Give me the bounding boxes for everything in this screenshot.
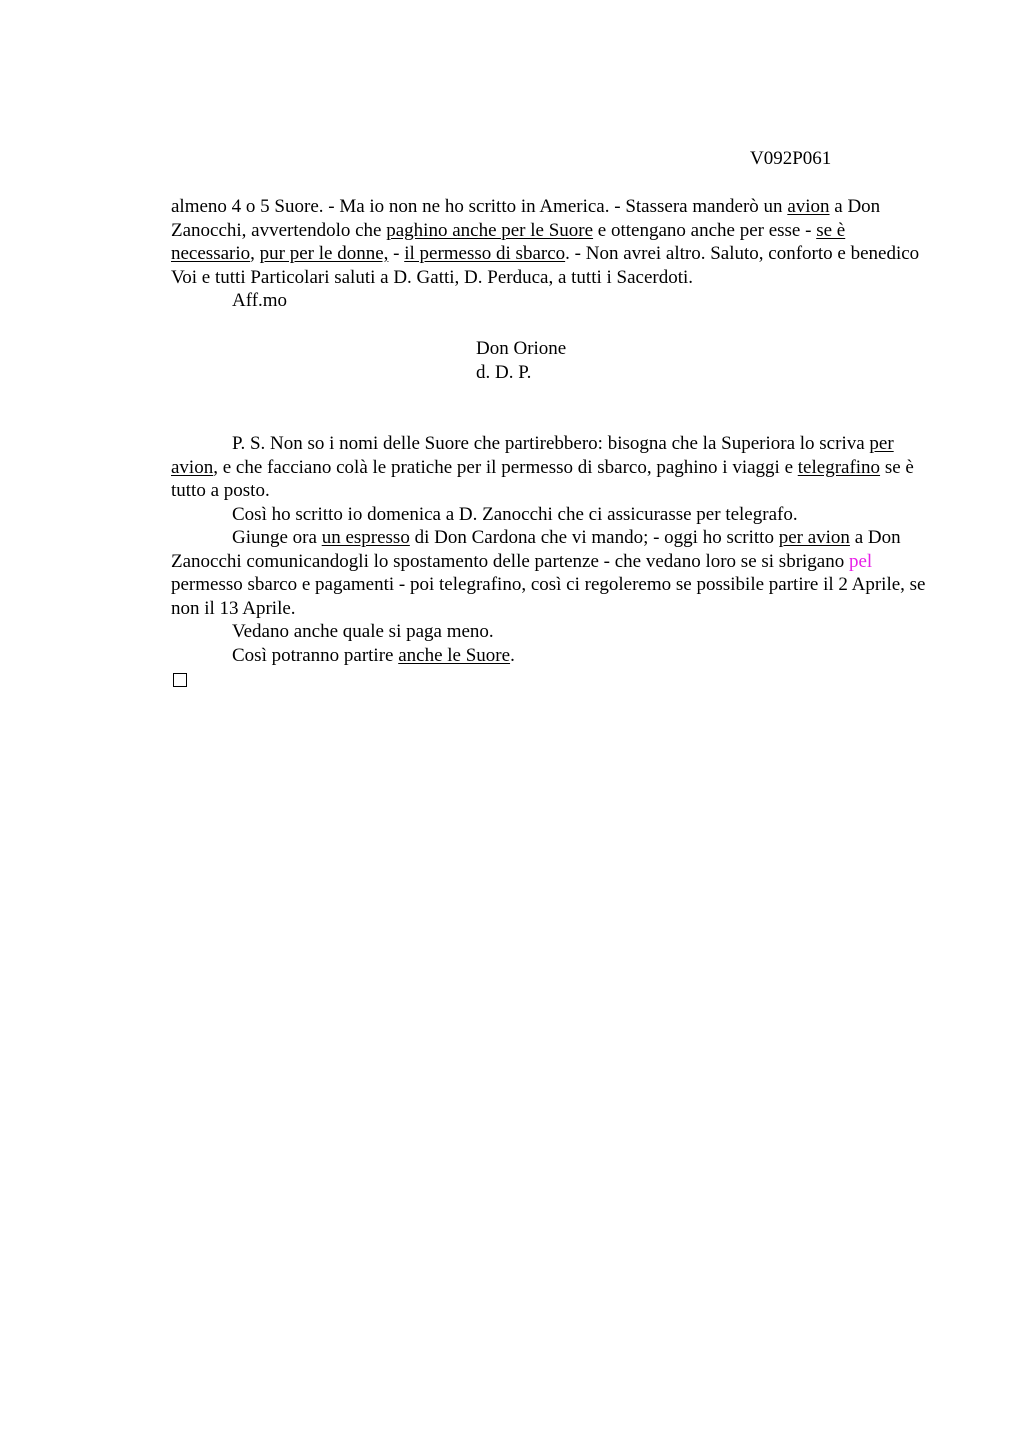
signature-name: Don Orione bbox=[476, 338, 567, 359]
letter-body bbox=[171, 195, 931, 313]
postscript-paragraph: P. S. Non so i nomi delle Suore che partirebbero: bisogna che la Superiora lo scriva per avion, e che facciano colà le pratiche per il permesso di sbarco, paghino i viaggi e telegrafino se è tutto a posto. bbox=[171, 433, 914, 501]
underlined-text: pur per le donne, bbox=[259, 243, 389, 264]
end-marker-box-icon bbox=[173, 673, 187, 687]
highlighted-text: pel bbox=[848, 550, 873, 572]
underlined-text: telegrafino bbox=[797, 456, 881, 478]
postscript-paragraph: Giunge ora un espresso di Don Cardona che vi mando; - oggi ho scritto per avion a Don Zanocchi comunicandogli lo spostamento delle partenze - che vedano loro se si sbrigano pel permesso sbarco e pagamenti - poi telegrafino, così ci regoleremo se possibile partire il 2 Aprile, se non il 13 Aprile. bbox=[171, 527, 926, 619]
underlined-text: paghino anche per le Suore bbox=[386, 219, 594, 241]
signature-block bbox=[476, 337, 566, 384]
letter-closing: Aff.mo bbox=[232, 290, 288, 311]
postscript-paragraph: Così ho scritto io domenica a D. Zanocchi che ci assicurasse per telegrafo. bbox=[232, 503, 798, 525]
underlined-text: se è necessario bbox=[171, 219, 846, 264]
underlined-text: il permesso di sbarco bbox=[404, 243, 566, 264]
postscript-paragraph: Vedano anche quale si paga meno. bbox=[232, 621, 494, 642]
page-id: V092P061 bbox=[750, 148, 832, 169]
underlined-text: avion bbox=[787, 196, 830, 217]
postscript-paragraph: Così potranno partire anche le Suore. bbox=[232, 644, 515, 666]
underlined-text: un espresso bbox=[321, 527, 410, 548]
postscript bbox=[171, 432, 931, 667]
signature-suffix: d. D. P. bbox=[476, 361, 532, 383]
underlined-text: per avion bbox=[778, 527, 850, 548]
underlined-text: anche le Suore bbox=[398, 644, 511, 666]
underlined-text: per avion bbox=[171, 433, 894, 478]
letter-paragraph: almeno 4 o 5 Suore. - Ma io non ne ho scritto in America. - Stassera manderò un avion a Don Zanocchi, avvertendolo che paghino anche per le Suore e ottengano anche per esse - se è necessario, pur per le donne, - il permesso di sbarco. - Non avrei altro. Saluto, conforto e benedico Voi e tutti Particolari saluti a D. Gatti, D. Perduca, a tutti i Sacerdoti. bbox=[171, 196, 920, 288]
